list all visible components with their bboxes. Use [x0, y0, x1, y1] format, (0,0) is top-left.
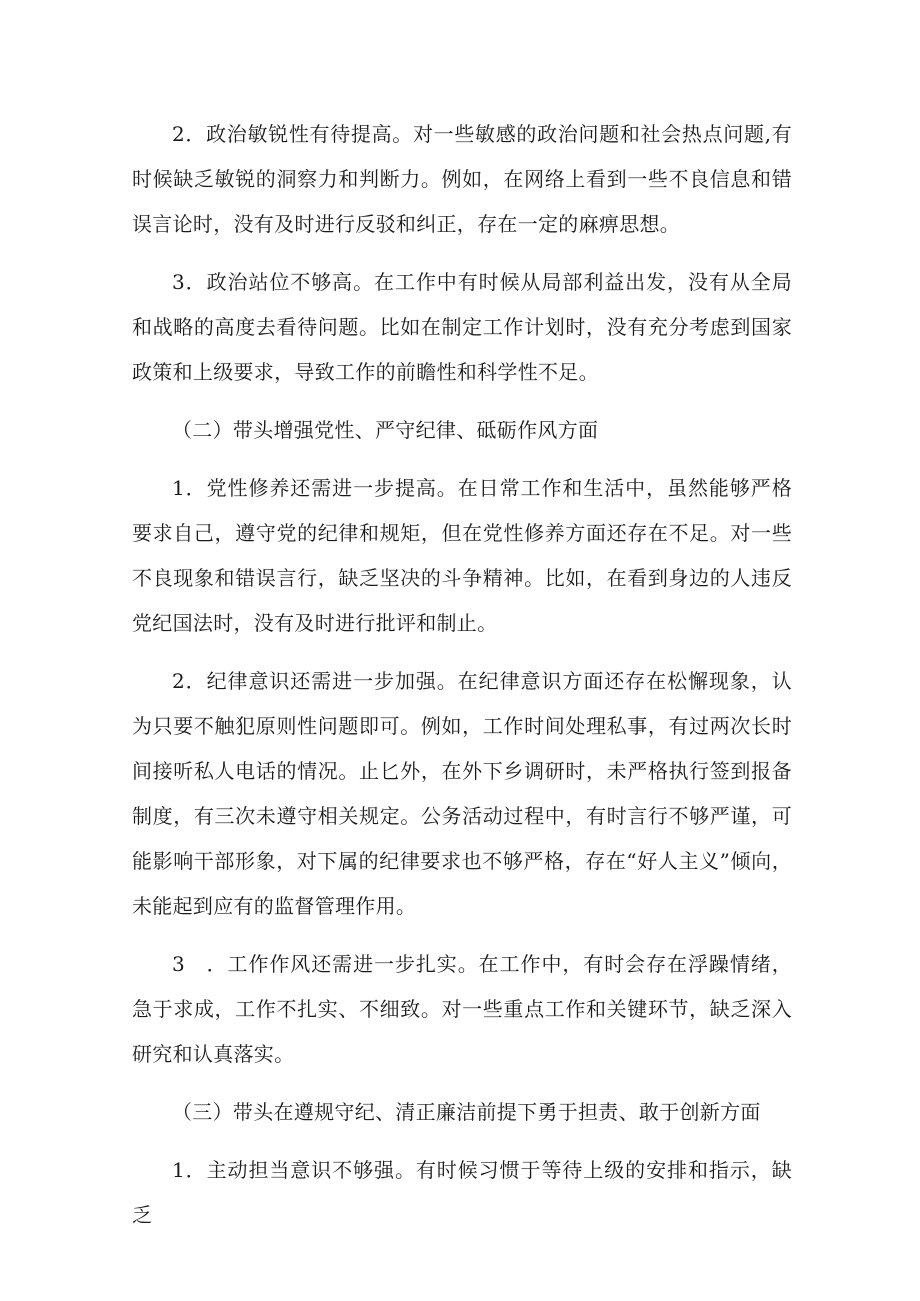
document-body	[132, 112, 792, 1251]
paragraph-political-stance: 3．政治站位不够高。在工作中有时候从局部利益出发，没有从全局和战略的高度去看待问题。比如在制定工作计划时，没有充分考虑到国家政策和上级要求，导致工作的前瞻性和科学性不足。	[132, 270, 792, 384]
paragraph-party-cultivation: 1．党性修养还需进一步提高。在日常工作和生活中，虽然能够严格要求自己，遵守党的纪律和规矩，但在党性修养方面还存在不足。对一些不良现象和错误言行，缺乏坚决的斗争精神。比如，在看到身边的人违反党纪国法时，没有及时进行批评和制止。	[132, 476, 792, 635]
section-heading-responsibility: （三）带头在遵规守纪、清正廉洁前提下勇于担责、敢于创新方面	[172, 1100, 761, 1124]
paragraph-political-sensitivity: 2．政治敏锐性有待提高。对一些敏感的政治问题和社会热点问题,有时候缺乏敏锐的洞察力和判断力。例如，在网络上看到一些不良信息和错误言论时，没有及时进行反驳和纠正，存在一定的麻痹思想。	[132, 122, 792, 236]
paragraph-discipline-awareness: 2．纪律意识还需进一步加强。在纪律意识方面还存在松懈现象，认为只要不触犯原则性问题即可。例如，工作时间处理私事，有过两次长时间接听私人电话的情况。止匕外，在外下乡调研时，未严格执行签到报备制度，有三次未遵守相关规定。公务活动过程中，有时言行不够严谨，可能影响干部形象，对下属的纪律要求也不够严格，存在“好人主义”倾向，未能起到应有的监督管理作用。	[132, 669, 792, 918]
paragraph-initiative: 1．主动担当意识不够强。有时候习惯于等待上级的安排和指示，缺乏	[132, 1158, 792, 1227]
section-heading-party-spirit: （二）带头增强党性、严守纪律、砥砺作风方面	[172, 418, 599, 442]
paragraph-work-style: 3 ．工作作风还需进一步扎实。在工作中，有时会存在浮躁情绪，急于求成，工作不扎实、不细致。对一些重点工作和关键环节，缺乏深入研究和认真落实。	[132, 952, 792, 1066]
